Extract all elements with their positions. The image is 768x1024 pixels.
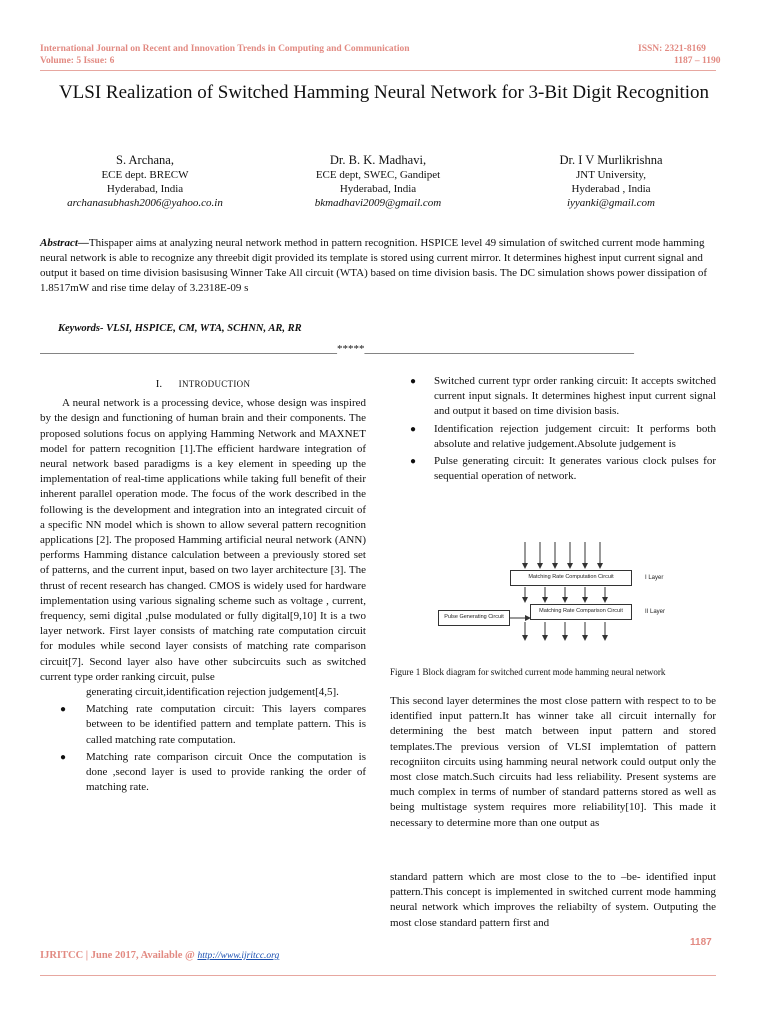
footer-text: IJRITCC | June 2017, Available @ xyxy=(40,950,198,961)
author-dept: ECE dept, SWEC, Gandipet xyxy=(315,169,441,181)
author-email: iyyanki@gmail.com xyxy=(566,197,655,209)
journal-issn: ISSN: 2321-8169 xyxy=(638,44,706,54)
list-item xyxy=(40,750,366,796)
author-name: Dr. I V Murlikrishna xyxy=(559,153,663,167)
matching-rate-computation-box: Matching Rate Computation Circuit xyxy=(510,570,632,586)
right-paragraph-2: standard pattern which are most close to the to –be- identified input pattern.This concept is implemented in switched current mode hamming neural network which improves the reliabilty of system. Outputing the most close standard pattern first and xyxy=(390,871,716,929)
author-dept: JNT University, xyxy=(576,169,646,181)
author-name: Dr. B. K. Madhavi, xyxy=(329,153,427,167)
footer-rule xyxy=(40,975,716,976)
abstract xyxy=(40,236,716,296)
journal-volume: Volume: 5 Issue: 6 xyxy=(40,56,115,66)
keywords: Keywords- VLSI, HSPICE, CM, WTA, SCHNN, AR, RR xyxy=(58,323,302,334)
author-email: bkmadhavi2009@gmail.com xyxy=(314,197,442,209)
bullet-icon: ● xyxy=(60,751,67,763)
abstract-text: Thispaper aims at analyzing neural network method in pattern recognition. HSPICE level 49 simulation of switched current mode hamming neural network is able to recognize any threebit digit provided its template is stored using current mirror. It determines highest input current signal and output it based on time division basisusing Winner Take All circuit (WTA) based on time division basis. The DC simulation shows power dissipation of 1.8517mW and rise time delay of 3.2318E-09 s xyxy=(40,237,708,294)
author-city: Hyderabad, India xyxy=(339,183,417,195)
diagram-arrows xyxy=(390,540,720,650)
separator-stars: ***** xyxy=(337,343,365,355)
journal-pages: 1187 – 1190 xyxy=(674,56,721,66)
output-arrows xyxy=(525,622,605,640)
layer-1-label: I Layer xyxy=(645,575,664,581)
author-email: archanasubhash2006@yahoo.co.in xyxy=(67,197,223,209)
circuit-bullet-list xyxy=(390,374,716,484)
section-title: INTRODUCTION xyxy=(178,379,251,389)
intro-bullet-list xyxy=(40,702,366,795)
figure-caption: Figure 1 Block diagram for switched current mode hamming neural network xyxy=(390,667,666,677)
block-diagram xyxy=(390,540,720,650)
bullet-icon: ● xyxy=(410,376,417,387)
matching-rate-comparison-box: Matching Rate Comparison Circuit xyxy=(530,604,632,620)
bullet-icon: ● xyxy=(60,704,67,716)
right-paragraph-1: This second layer determines the most close pattern with respect to to be identified input pattern.It has winner take all circuit internally for determining the best match between input pattern and stored templates.The previous version of VLSI implemtation of pattern recogniiton circuits using hamming neural network could output only the most close match.Such circuits had less reliability. Present systems are much complex in terms of number of standard patterns stored as well as being multistage system requires more reliability[10]. This made it necessary to determine more than one output as xyxy=(390,695,716,829)
footer xyxy=(40,950,279,961)
list-item xyxy=(390,422,716,452)
list-item-text: Pulse generating circuit: It generates various clock pulses for sequential operation of network. xyxy=(434,455,716,483)
author-3 xyxy=(496,152,726,210)
list-item-text: Identification rejection judgement circuit: It performs both absolute and relative judgement.Absolute judgement is xyxy=(434,422,716,450)
intro-paragraph: A neural network is a processing device, whose design was inspired by the design and functioning of human brain and their components. The proposed solutions focus on applying Hamming Network and MAXNET model for pattern recognition [1].The efficient hardware integration of neural network based paradigms is a key element in speeding up the implementation of real-time applications while taking full benefit of their inherent parallel operation mode. The focus of the work described in the following is the development and integration into an integrated circuit of a specific NN model which is shown to allow several pattern recognition applications [2]. The proposed Hamming artificial neural network (ANN) performs Hamming distance calculation between a previously stored set of patterns, and the current input, based on two layer architecture [3]. The thrust of recent research has changed. CMOS is widely used for hardware implementation using various signaling scheme such as voltage , current, frequency, semi digital ,pulse modulated or fully digital[9,10] It is a two layer network. First layer consists of matching rate computation circuit for modules while second layer consists of matching rate comparison circuit[7]. Second layer also have other subcircuits such as switched current type order ranking circuit, pulse xyxy=(40,397,366,683)
left-column xyxy=(40,377,366,797)
abstract-label: Abstract— xyxy=(40,237,89,249)
right-column-top xyxy=(390,374,716,486)
section-separator: ______________________________________________________*****_________________________________________________ xyxy=(40,343,634,355)
journal-name: International Journal on Recent and Innovation Trends in Computing and Communication xyxy=(40,44,410,54)
layer-2-label: II Layer xyxy=(645,609,666,615)
section-heading xyxy=(40,377,366,392)
input-arrows xyxy=(525,542,600,568)
author-dept: ECE dept. BRECW xyxy=(101,169,189,181)
paper-title: VLSI Realization of Switched Hamming Neural Network for 3-Bit Digit Recognition xyxy=(58,82,710,103)
list-item xyxy=(390,374,716,420)
bullet-icon: ● xyxy=(410,456,417,468)
section-number: I. xyxy=(155,378,163,390)
list-item xyxy=(390,454,716,484)
inter-layer-arrows xyxy=(525,587,605,602)
author-name: S. Archana, xyxy=(116,153,174,167)
pulse-generating-box: Pulse Generating Circuit xyxy=(438,610,510,626)
author-city: Hyderabad, India xyxy=(106,183,184,195)
bullet-icon: ● xyxy=(410,423,417,435)
list-item-text: Matching rate comparison circuit Once the computation is done ,second layer is used to provide ranking the order of matching rate. xyxy=(86,750,366,794)
intro-continuation: generating circuit,identification rejection judgement[4,5]. xyxy=(86,686,339,699)
author-1 xyxy=(30,152,260,210)
page-number: 1187 xyxy=(690,937,712,948)
list-item-text: Matching rate computation circuit: This layers compares between to be identified pattern and template pattern. This is called matching rate computation. xyxy=(86,703,366,746)
header-rule xyxy=(40,70,716,71)
journal-link[interactable]: http://www.ijritcc.org xyxy=(197,951,280,961)
list-item-text: Switched current typr order ranking circuit: It accepts switched current input signals. It determines highest input current signal and output it based on time division basis. xyxy=(434,375,716,418)
author-2 xyxy=(263,152,493,210)
author-city: Hyderabad , India xyxy=(571,183,651,195)
list-item xyxy=(40,702,366,748)
